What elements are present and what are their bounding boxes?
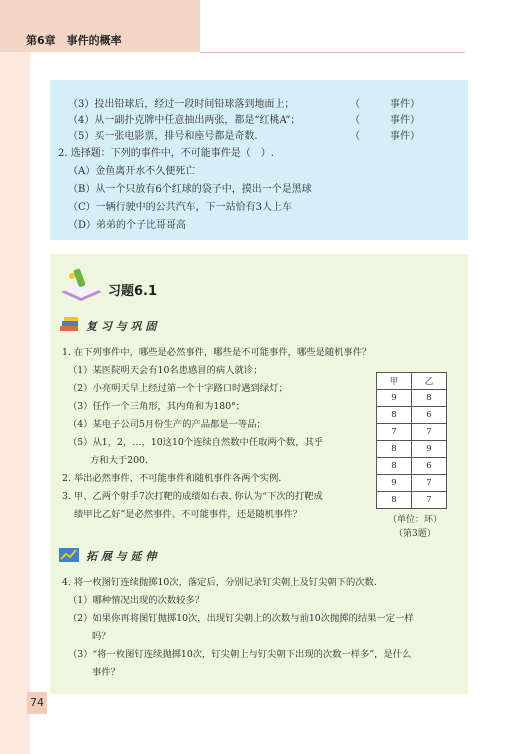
table-unit: （单位：环） [388, 515, 443, 525]
question-4: 4. 将一枚图钉连续抛掷10次，落定后，分别记录钉尖朝上及钉尖朝下的次数. [62, 577, 377, 588]
option-d: （D）弟弟的个子比哥哥高 [68, 220, 187, 231]
q4-item-3: （3）“将一枚图钉连续抛掷10次，钉尖朝上与钉尖朝下出现的次数一样多”，是什么 [68, 649, 412, 660]
q1-item-5-cont: 方和大于200. [90, 455, 148, 466]
q4-item-3-cont: 事件？ [92, 667, 120, 678]
page-number: 74 [27, 692, 47, 714]
table-row [377, 492, 447, 509]
header-yi: 乙 [412, 373, 447, 390]
cell: 9 [412, 441, 447, 458]
margin-strip [0, 52, 30, 754]
table-row [377, 458, 447, 475]
paren-blank: 事件） [390, 99, 420, 110]
cell: 6 [412, 458, 447, 475]
section-extend-title: 拓 展 与 延 伸 [86, 550, 157, 563]
paren-blank: 事件） [390, 115, 420, 126]
table-row [377, 441, 447, 458]
cell: 7 [412, 475, 447, 492]
section-review-title: 复 习 与 巩 固 [86, 320, 157, 333]
cell: 7 [377, 424, 412, 441]
option-b: （B）从一个只放有6个红球的袋子中，摸出一个是黑球 [68, 184, 312, 195]
exercise-title: 习题6.1 [108, 284, 158, 299]
table-label: （第3题） [394, 529, 436, 539]
cell: 6 [412, 407, 447, 424]
header-rule [200, 52, 465, 53]
item-4: （4）从一副扑克牌中任意抽出两张，都是“红桃A”； [68, 115, 301, 126]
cell: 8 [377, 441, 412, 458]
option-a: （A）金鱼离开水不久便死亡 [68, 166, 196, 177]
question-3-cont: 绩甲比乙好”是必然事件、不可能事件，还是随机事件？ [74, 509, 302, 520]
option-c: （C）一辆行驶中的公共汽车，下一站恰有3人上车 [68, 202, 293, 213]
cell: 7 [412, 492, 447, 509]
question-2: 2. 举出必然事件、不可能事件和随机事件各两个实例. [62, 473, 282, 484]
book-icon [58, 266, 104, 304]
item-3: （3）投出铅球后，经过一段时间铅球落到地面上； [68, 99, 295, 110]
header-jia: 甲 [377, 373, 412, 390]
question-2: 2. 选择题：下列的事件中，不可能事件是（ ）. [58, 148, 274, 159]
q4-item-2: （2）如果你再将图钉抛掷10次，出现钉尖朝上的次数与前10次抛掷的结果一定一样 [68, 613, 414, 624]
cell: 9 [377, 390, 412, 407]
table-row [377, 424, 447, 441]
cell: 8 [412, 390, 447, 407]
q1-item-1: （1）某医院明天会有10名患感冒的病人就诊； [68, 365, 263, 376]
table-row [377, 407, 447, 424]
paren-open: （ [350, 131, 360, 142]
paren-blank: 事件） [390, 131, 420, 142]
q4-item-2-cont: 吗？ [92, 631, 111, 642]
chart-icon [58, 546, 82, 564]
books-icon [58, 316, 82, 334]
item-5: （5）买一张电影票，排号和座号都是奇数. [68, 131, 258, 142]
cell: 8 [377, 407, 412, 424]
table-row [377, 475, 447, 492]
cell: 8 [377, 492, 412, 509]
q1-item-4: （4）某电子公司5月份生产的产品都是一等品； [68, 419, 266, 430]
cell: 7 [412, 424, 447, 441]
q4-item-1: （1）哪种情况出现的次数较多？ [68, 595, 205, 606]
paren-open: （ [350, 99, 360, 110]
chapter-title: 第6章 事件的概率 [26, 34, 122, 47]
question-1: 1. 在下列事件中，哪些是必然事件，哪些是不可能事件，哪些是随机事件？ [62, 347, 372, 358]
paren-open: （ [350, 115, 360, 126]
q1-item-3: （3）任作一个三角形，其内角和为180°； [68, 401, 246, 412]
table-row [377, 390, 447, 407]
q1-item-2: （2）小亮明天早上经过第一个十字路口时遇到绿灯； [68, 383, 288, 394]
question-3: 3. 甲、乙两个射手7次打靶的成绩如右表. 你认为“下次的打靶成 [62, 491, 323, 502]
cell: 8 [377, 458, 412, 475]
q1-item-5: （5）从1，2，…，10这10个连续自然数中任取两个数，其乎 [68, 437, 324, 448]
score-table [376, 372, 447, 509]
cell: 9 [377, 475, 412, 492]
